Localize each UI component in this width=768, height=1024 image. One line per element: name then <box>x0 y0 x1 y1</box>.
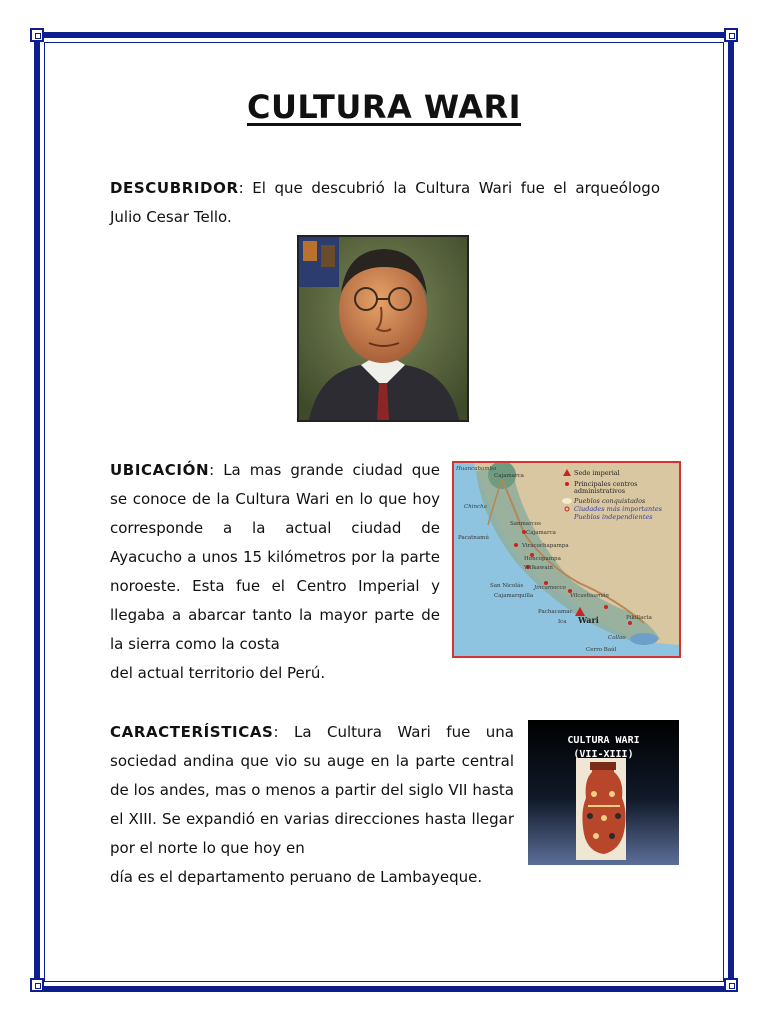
map-label-pikillacta: Pikillacta <box>626 615 652 621</box>
characteristics-paragraph: CARACTERÍSTICAS: La Cultura Wari fue una sociedad andina que vio su auge en la parte central de los andes, mas o menos a partir del siglo VII hasta el XIII. Se expandió en varias direcciones hasta llegar por el norte lo que hoy en día es el departamento peruano de Lambayeque. <box>110 723 514 886</box>
vessel-caption-line2: (VII-XIII) <box>573 749 634 760</box>
page-title: CULTURA WARI <box>246 88 522 126</box>
vessel-caption-line1: CULTURA WARI <box>567 735 640 746</box>
location-heading: UBICACIÓN <box>110 461 210 479</box>
map-label-vilcashuaman: Vilcashuamán <box>570 593 609 599</box>
characteristics-text-end: día es el departamento peruano de Lambayeque. <box>110 868 483 886</box>
location-text: La mas grande ciudad que se conoce de la Cultura Wari en lo que hoy corresponde a la actual ciudad de Ayacucho a unos 15 kilómetros por la parte noroeste. Esta fue el Centro Imperial y llegaba a abarcar tanto la mayor parte de la sierra como la costa <box>110 461 440 653</box>
map-label-cajamarca: Cajamarca <box>494 473 524 479</box>
border-corner-ornament <box>30 28 44 42</box>
border-corner-ornament <box>724 978 738 992</box>
tello-portrait-image <box>297 235 469 422</box>
location-paragraph: UBICACIÓN: La mas grande ciudad que se conoce de la Cultura Wari en lo que hoy corresponde a la actual ciudad de Ayacucho a unos 15 kilómetros por la parte noroeste. Esta fue el Centro Imperial y llegaba a abarcar tanto la mayor parte de la sierra como la costa del actual territorio del Perú. <box>110 461 440 682</box>
map-legend-independent: Pueblos independientes <box>574 513 653 521</box>
map-label-viracochapampa: Viracochapampa <box>522 543 569 549</box>
map-legend-admin-centers: Principales centros <box>574 480 638 488</box>
map-label-huancabamba: Huancabamba <box>456 466 497 472</box>
map-legend-conquered: Pueblos conquistados <box>574 497 646 505</box>
map-label-wari: Wari <box>578 615 599 625</box>
wari-empire-map <box>452 461 681 658</box>
characteristics-text: La Cultura Wari fue una sociedad andina que vio su auge en la parte central de los andes, mas o menos a partir del siglo VII hasta el XIII. Se expandió en varias direcciones hasta llegar por el norte lo que hoy en <box>110 723 514 857</box>
map-label-cajamarquilla: Cajamarquilla <box>494 593 534 599</box>
wari-vessel-image <box>528 720 679 865</box>
map-label-pacatnamu: Pacatnamú <box>458 535 489 541</box>
map-legend-important-cities: Ciudades más importantes <box>574 505 663 513</box>
border-corner-ornament <box>30 978 44 992</box>
vessel-caption <box>528 734 679 762</box>
map-label-chincha: Chincha <box>464 504 487 510</box>
map-label-sanmarcos: Sanmarcos <box>510 521 541 527</box>
map-label-honcopampa: Honcopampa <box>524 556 561 562</box>
location-text-end: del actual territorio del Perú. <box>110 664 326 682</box>
discoverer-paragraph: DESCUBRIDOR: El que descubrió la Cultura Wari fue el arqueólogo Julio Cesar Tello. <box>110 179 660 226</box>
characteristics-heading: CARACTERÍSTICAS <box>110 723 274 741</box>
map-label-jincamocco: Jincamocco <box>534 585 566 591</box>
discoverer-text: El que descubrió la Cultura Wari fue el arqueólogo Julio Cesar Tello. <box>110 179 660 226</box>
map-label-collao: Collao <box>608 635 626 641</box>
map-label-san-nicolas: San Nicolás <box>490 583 524 589</box>
border-corner-ornament <box>724 28 738 42</box>
map-label-huancayo: Cajamarca <box>526 530 556 536</box>
map-label-wilkawain: Wilkawain <box>524 565 553 571</box>
map-label-ica: Ica <box>558 619 567 625</box>
map-legend-admin-centers-2: administrativos <box>574 487 626 495</box>
discoverer-heading: DESCUBRIDOR <box>110 179 239 197</box>
map-label-cerro-baul: Cerro Baúl <box>586 647 617 653</box>
map-legend-imperial-seat: Sede imperial <box>574 469 620 477</box>
map-label-pachacamac: Pachacamac <box>538 609 573 615</box>
